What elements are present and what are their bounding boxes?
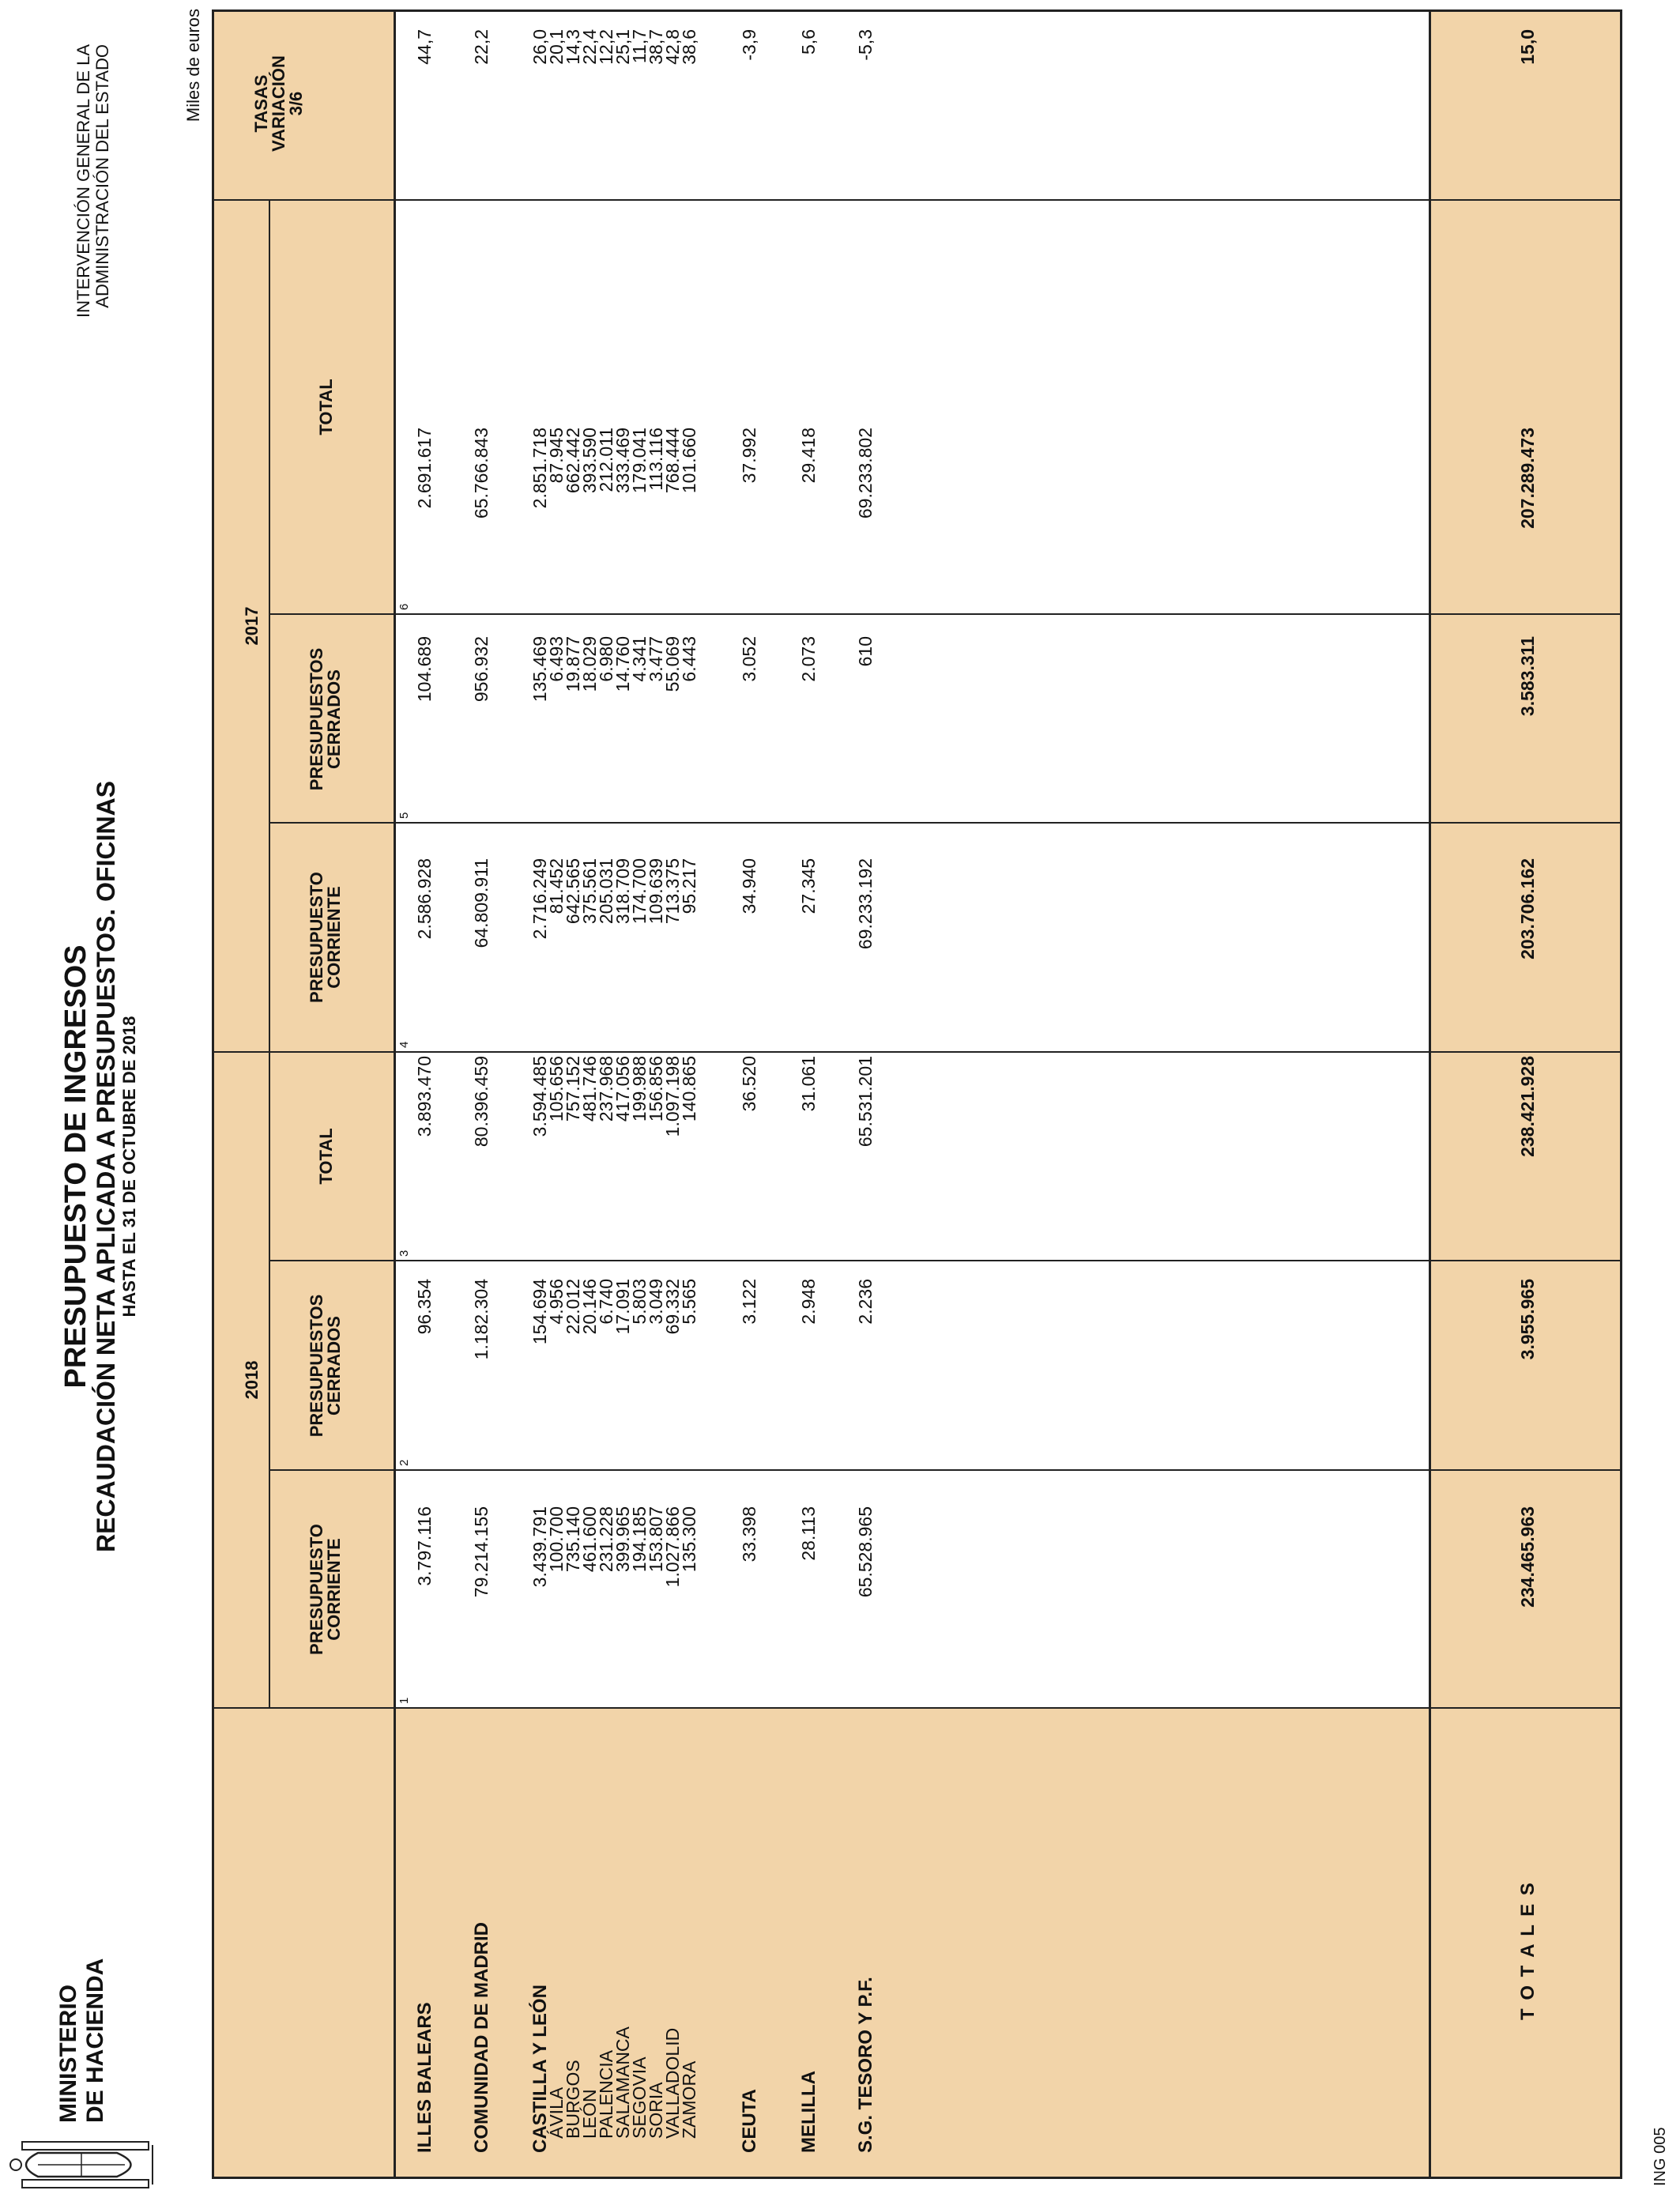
cell-corriente-2018: 461.600 — [579, 1506, 600, 1573]
header-pres-cerrados-2017: PRESUPUESTOS CERRADOS — [307, 647, 344, 791]
cell-total-2018: 3.893.470 — [414, 1056, 435, 1137]
row-label: COMUNIDAD DE MADRID — [471, 1922, 492, 2153]
row-label: S.G. TESORO Y P.F. — [855, 1977, 876, 2153]
header-pres-corriente-2017: PRESUPUESTO CORRIENTE — [307, 872, 344, 1003]
cell-cerrados-2017: 3.477 — [646, 636, 666, 682]
cell-corriente-2018: 399.965 — [612, 1506, 633, 1573]
cell-tasa-variacion: -5,3 — [855, 29, 876, 61]
cell-cerrados-2018: 22.012 — [563, 1279, 583, 1335]
cell-cerrados-2017: 135.469 — [529, 636, 550, 703]
cell-total-2018: 1.097.198 — [662, 1056, 683, 1137]
cell-tasa-variacion: 20,1 — [546, 29, 567, 65]
report-title-block — [59, 613, 140, 1720]
cell-total-2017: 29.418 — [798, 428, 819, 484]
cell-total-2018: 105.656 — [546, 1056, 567, 1122]
cell-total-2018: 140.865 — [679, 1056, 699, 1122]
cell-cerrados-2017: 14.760 — [612, 636, 633, 692]
cell-tasa-variacion: 12,2 — [596, 29, 616, 65]
cell-cerrados-2018: 96.354 — [414, 1279, 435, 1335]
cell-cerrados-2017: 956.932 — [471, 636, 492, 703]
cell-total-2017: 69.233.802 — [855, 428, 876, 519]
cell-cerrados-2017: 3.052 — [739, 636, 759, 682]
cell-corriente-2018: 194.185 — [629, 1506, 650, 1573]
cell-cerrados-2018: 1.182.304 — [471, 1279, 492, 1360]
cell-total-2018: 65.531.201 — [855, 1056, 876, 1148]
cell-total-2018: 417.056 — [612, 1056, 633, 1122]
col-divider-5 — [269, 613, 1622, 615]
cell-corriente-2017: 642.565 — [563, 858, 583, 925]
cell-total-2018: 199.988 — [629, 1056, 650, 1122]
cell-total-2017: 333.469 — [612, 428, 633, 494]
cell-total-2017: 113.116 — [646, 428, 666, 491]
col-divider-3 — [212, 1051, 1622, 1053]
cell-corriente-2017: 95.217 — [679, 858, 699, 914]
cell-tasa-variacion: 11,7 — [629, 29, 650, 64]
cell-tasa-variacion: 44,7 — [414, 29, 435, 65]
table-right-border — [212, 9, 1622, 12]
total-tasa-variacion: 15,0 — [1517, 29, 1538, 65]
units-label: Miles de euros — [183, 9, 203, 123]
col-divider-6 — [212, 199, 1622, 201]
header-pres-corriente-2018: PRESUPUESTO CORRIENTE — [307, 1524, 344, 1655]
cell-tasa-variacion: 5,6 — [798, 29, 819, 55]
cell-total-2017: 65.766.843 — [471, 428, 492, 519]
cell-corriente-2017: 318.709 — [612, 858, 633, 925]
row-label: ÁVILA — [546, 2087, 567, 2139]
cell-corriente-2018: 79.214.155 — [471, 1506, 492, 1598]
header-total-2018: TOTAL — [316, 1128, 336, 1185]
cell-cerrados-2018: 2.236 — [855, 1279, 876, 1325]
cell-total-2017: 768.444 — [662, 428, 683, 494]
total-corriente-2017: 203.706.162 — [1517, 858, 1538, 959]
cell-cerrados-2018: 2.948 — [798, 1279, 819, 1325]
cell-total-2017: 37.992 — [739, 428, 759, 484]
header-total-2017: TOTAL — [316, 379, 336, 435]
cell-corriente-2018: 735.140 — [563, 1506, 583, 1573]
cell-total-2018: 757.152 — [563, 1056, 583, 1122]
col-number-3: 3 — [397, 1250, 411, 1257]
total-total-2018: 238.421.928 — [1517, 1056, 1538, 1157]
cell-corriente-2018: 3.439.791 — [529, 1506, 550, 1588]
cell-corriente-2018: 3.797.116 — [414, 1506, 435, 1586]
coat-of-arms-icon — [6, 2137, 164, 2192]
row-label: LEÓN — [579, 2089, 600, 2139]
cell-cerrados-2018: 20.146 — [579, 1279, 600, 1335]
cell-tasa-variacion: 22,2 — [471, 29, 492, 65]
cell-cerrados-2018: 3.122 — [739, 1279, 759, 1325]
col-divider-2 — [269, 1260, 1622, 1261]
col-number-2: 2 — [397, 1459, 411, 1466]
cell-corriente-2018: 135.300 — [679, 1506, 699, 1573]
col-number-5: 5 — [397, 812, 411, 819]
cell-corriente-2018: 231.228 — [596, 1506, 616, 1573]
totals-separator — [1429, 10, 1431, 2177]
cell-tasa-variacion: 22,4 — [579, 29, 600, 65]
ministry-name — [55, 1958, 109, 2123]
cell-cerrados-2017: 610 — [855, 636, 876, 667]
row-label: CASTILLA Y LEÓN — [529, 1985, 551, 2153]
cell-cerrados-2017: 6.493 — [546, 636, 567, 682]
cell-corriente-2017: 64.809.911 — [471, 858, 492, 948]
cell-total-2018: 156.856 — [646, 1056, 666, 1122]
header-tasas-variacion: TASAS VARIACIÓN 3/6 — [251, 55, 306, 152]
cell-corriente-2017: 713.375 — [662, 858, 683, 925]
cell-cerrados-2018: 4.956 — [546, 1279, 567, 1325]
col-number-6: 6 — [397, 603, 411, 610]
cell-total-2017: 2.691.617 — [414, 428, 435, 509]
cell-total-2017: 662.442 — [563, 428, 583, 494]
table-left-border — [212, 2177, 1622, 2179]
cell-corriente-2018: 28.113 — [798, 1506, 819, 1561]
row-label: VALLADOLID — [662, 2027, 683, 2139]
cell-cerrados-2018: 3.049 — [646, 1279, 666, 1325]
table-bottom-border — [1620, 10, 1622, 2177]
cell-total-2017: 87.945 — [546, 428, 567, 484]
cell-total-2018: 31.061 — [798, 1056, 819, 1112]
col-number-1: 1 — [397, 1697, 411, 1704]
col-divider-4 — [269, 822, 1622, 824]
cell-cerrados-2017: 104.689 — [414, 636, 435, 703]
row-label: SALAMANCA — [612, 2026, 633, 2139]
cell-cerrados-2017: 6.443 — [679, 636, 699, 682]
igae-name — [74, 44, 112, 471]
cell-cerrados-2018: 6.740 — [596, 1279, 616, 1325]
total-cerrados-2018: 3.955.965 — [1517, 1279, 1538, 1360]
row-label: SORIA — [646, 2082, 666, 2139]
report-subtitle: RECAUDACIÓN NETA APLICADA A PRESUPUESTOS. OFICINAS — [92, 780, 120, 1553]
cell-total-2017: 179.041 — [629, 428, 650, 494]
cell-corriente-2017: 375.561 — [579, 858, 600, 925]
cell-corriente-2017: 2.716.249 — [529, 858, 550, 940]
row-label: SEGOVIA — [629, 2056, 650, 2139]
cell-cerrados-2018: 5.565 — [679, 1279, 699, 1325]
cell-corriente-2017: 69.233.192 — [855, 858, 876, 950]
row-label: ILLES BALEARS — [414, 2002, 435, 2153]
cell-corriente-2017: 205.031 — [596, 858, 616, 925]
cell-total-2018: 237.968 — [596, 1056, 616, 1122]
cell-corriente-2018: 33.398 — [739, 1506, 759, 1563]
cell-total-2018: 80.396.459 — [471, 1056, 492, 1148]
cell-cerrados-2017: 6.980 — [596, 636, 616, 682]
col-divider-0 — [212, 1707, 1622, 1709]
cell-cerrados-2018: 154.694 — [529, 1279, 550, 1345]
cell-total-2017: 2.851.718 — [529, 428, 550, 509]
year-2017-header: 2017 — [242, 606, 262, 646]
cell-tasa-variacion: 25,1 — [612, 29, 633, 65]
cell-cerrados-2017: 55.069 — [662, 636, 683, 692]
cell-corriente-2017: 2.586.928 — [414, 858, 435, 940]
cell-tasa-variacion: 26,0 — [529, 29, 550, 65]
row-label: MELILLA — [798, 2071, 819, 2153]
cell-corriente-2017: 34.940 — [739, 858, 759, 914]
ministry-line1: MINISTERIO — [55, 1984, 81, 2123]
col-divider-1 — [269, 1469, 1622, 1471]
cell-tasa-variacion: -3,9 — [739, 29, 759, 61]
header-pres-cerrados-2018: PRESUPUESTOS CERRADOS — [307, 1294, 344, 1438]
report-date: HASTA EL 31 DE OCTUBRE DE 2018 — [119, 1016, 139, 1318]
igae-line2: ADMINISTRACIÓN DEL ESTADO — [92, 44, 112, 308]
col-number-4: 4 — [397, 1041, 411, 1048]
cell-tasa-variacion: 14,3 — [563, 29, 583, 65]
cell-tasa-variacion: 38,6 — [679, 29, 699, 65]
cell-cerrados-2017: 4.341 — [629, 636, 650, 682]
row-label: ZAMORA — [679, 2060, 699, 2139]
cell-corriente-2017: 109.639 — [646, 858, 666, 925]
cell-total-2017: 212.011 — [596, 428, 616, 492]
cell-total-2017: 393.590 — [579, 428, 600, 494]
year-separator — [269, 199, 270, 1707]
header-separator — [394, 10, 396, 2177]
cell-corriente-2018: 65.528.965 — [855, 1506, 876, 1598]
cell-corriente-2018: 1.027.866 — [662, 1506, 683, 1588]
cell-total-2018: 481.746 — [579, 1056, 600, 1122]
table-top-border — [212, 10, 214, 2177]
cell-total-2018: 36.520 — [739, 1056, 759, 1112]
total-corriente-2018: 234.465.963 — [1517, 1506, 1538, 1608]
cell-corriente-2017: 174.700 — [629, 858, 650, 925]
cell-cerrados-2017: 19.877 — [563, 636, 583, 692]
year-2018-header: 2018 — [242, 1360, 262, 1400]
cell-corriente-2017: 81.452 — [546, 858, 567, 914]
cell-corriente-2017: 27.345 — [798, 858, 819, 914]
cell-cerrados-2017: 18.029 — [579, 636, 600, 692]
total-total-2017: 207.289.473 — [1517, 428, 1538, 529]
report-title: PRESUPUESTO DE INGRESOS — [59, 944, 92, 1389]
ministry-line2: DE HACIENDA — [82, 1958, 108, 2123]
cell-tasa-variacion: 42,8 — [662, 29, 683, 65]
cell-cerrados-2017: 2.073 — [798, 636, 819, 682]
total-cerrados-2017: 3.583.311 — [1517, 636, 1538, 717]
igae-line1: INTERVENCIÓN GENERAL DE LA — [73, 44, 93, 318]
row-label: PALENCIA — [596, 2049, 616, 2139]
cell-total-2017: 101.660 — [679, 428, 699, 494]
cell-cerrados-2018: 17.091 — [612, 1279, 633, 1335]
footer-code: ING 005 — [1652, 2127, 1669, 2186]
cell-cerrados-2018: 69.332 — [662, 1279, 683, 1335]
cell-corriente-2018: 100.700 — [546, 1506, 567, 1573]
totals-label: T O T A L E S — [1517, 1881, 1539, 2020]
row-label: BURGOS — [563, 2060, 583, 2139]
cell-cerrados-2018: 5.803 — [629, 1279, 650, 1325]
cell-total-2018: 3.594.485 — [529, 1056, 550, 1137]
row-label: CEUTA — [739, 2089, 760, 2153]
cell-tasa-variacion: 38,7 — [646, 29, 666, 65]
cell-corriente-2018: 153.807 — [646, 1506, 666, 1573]
